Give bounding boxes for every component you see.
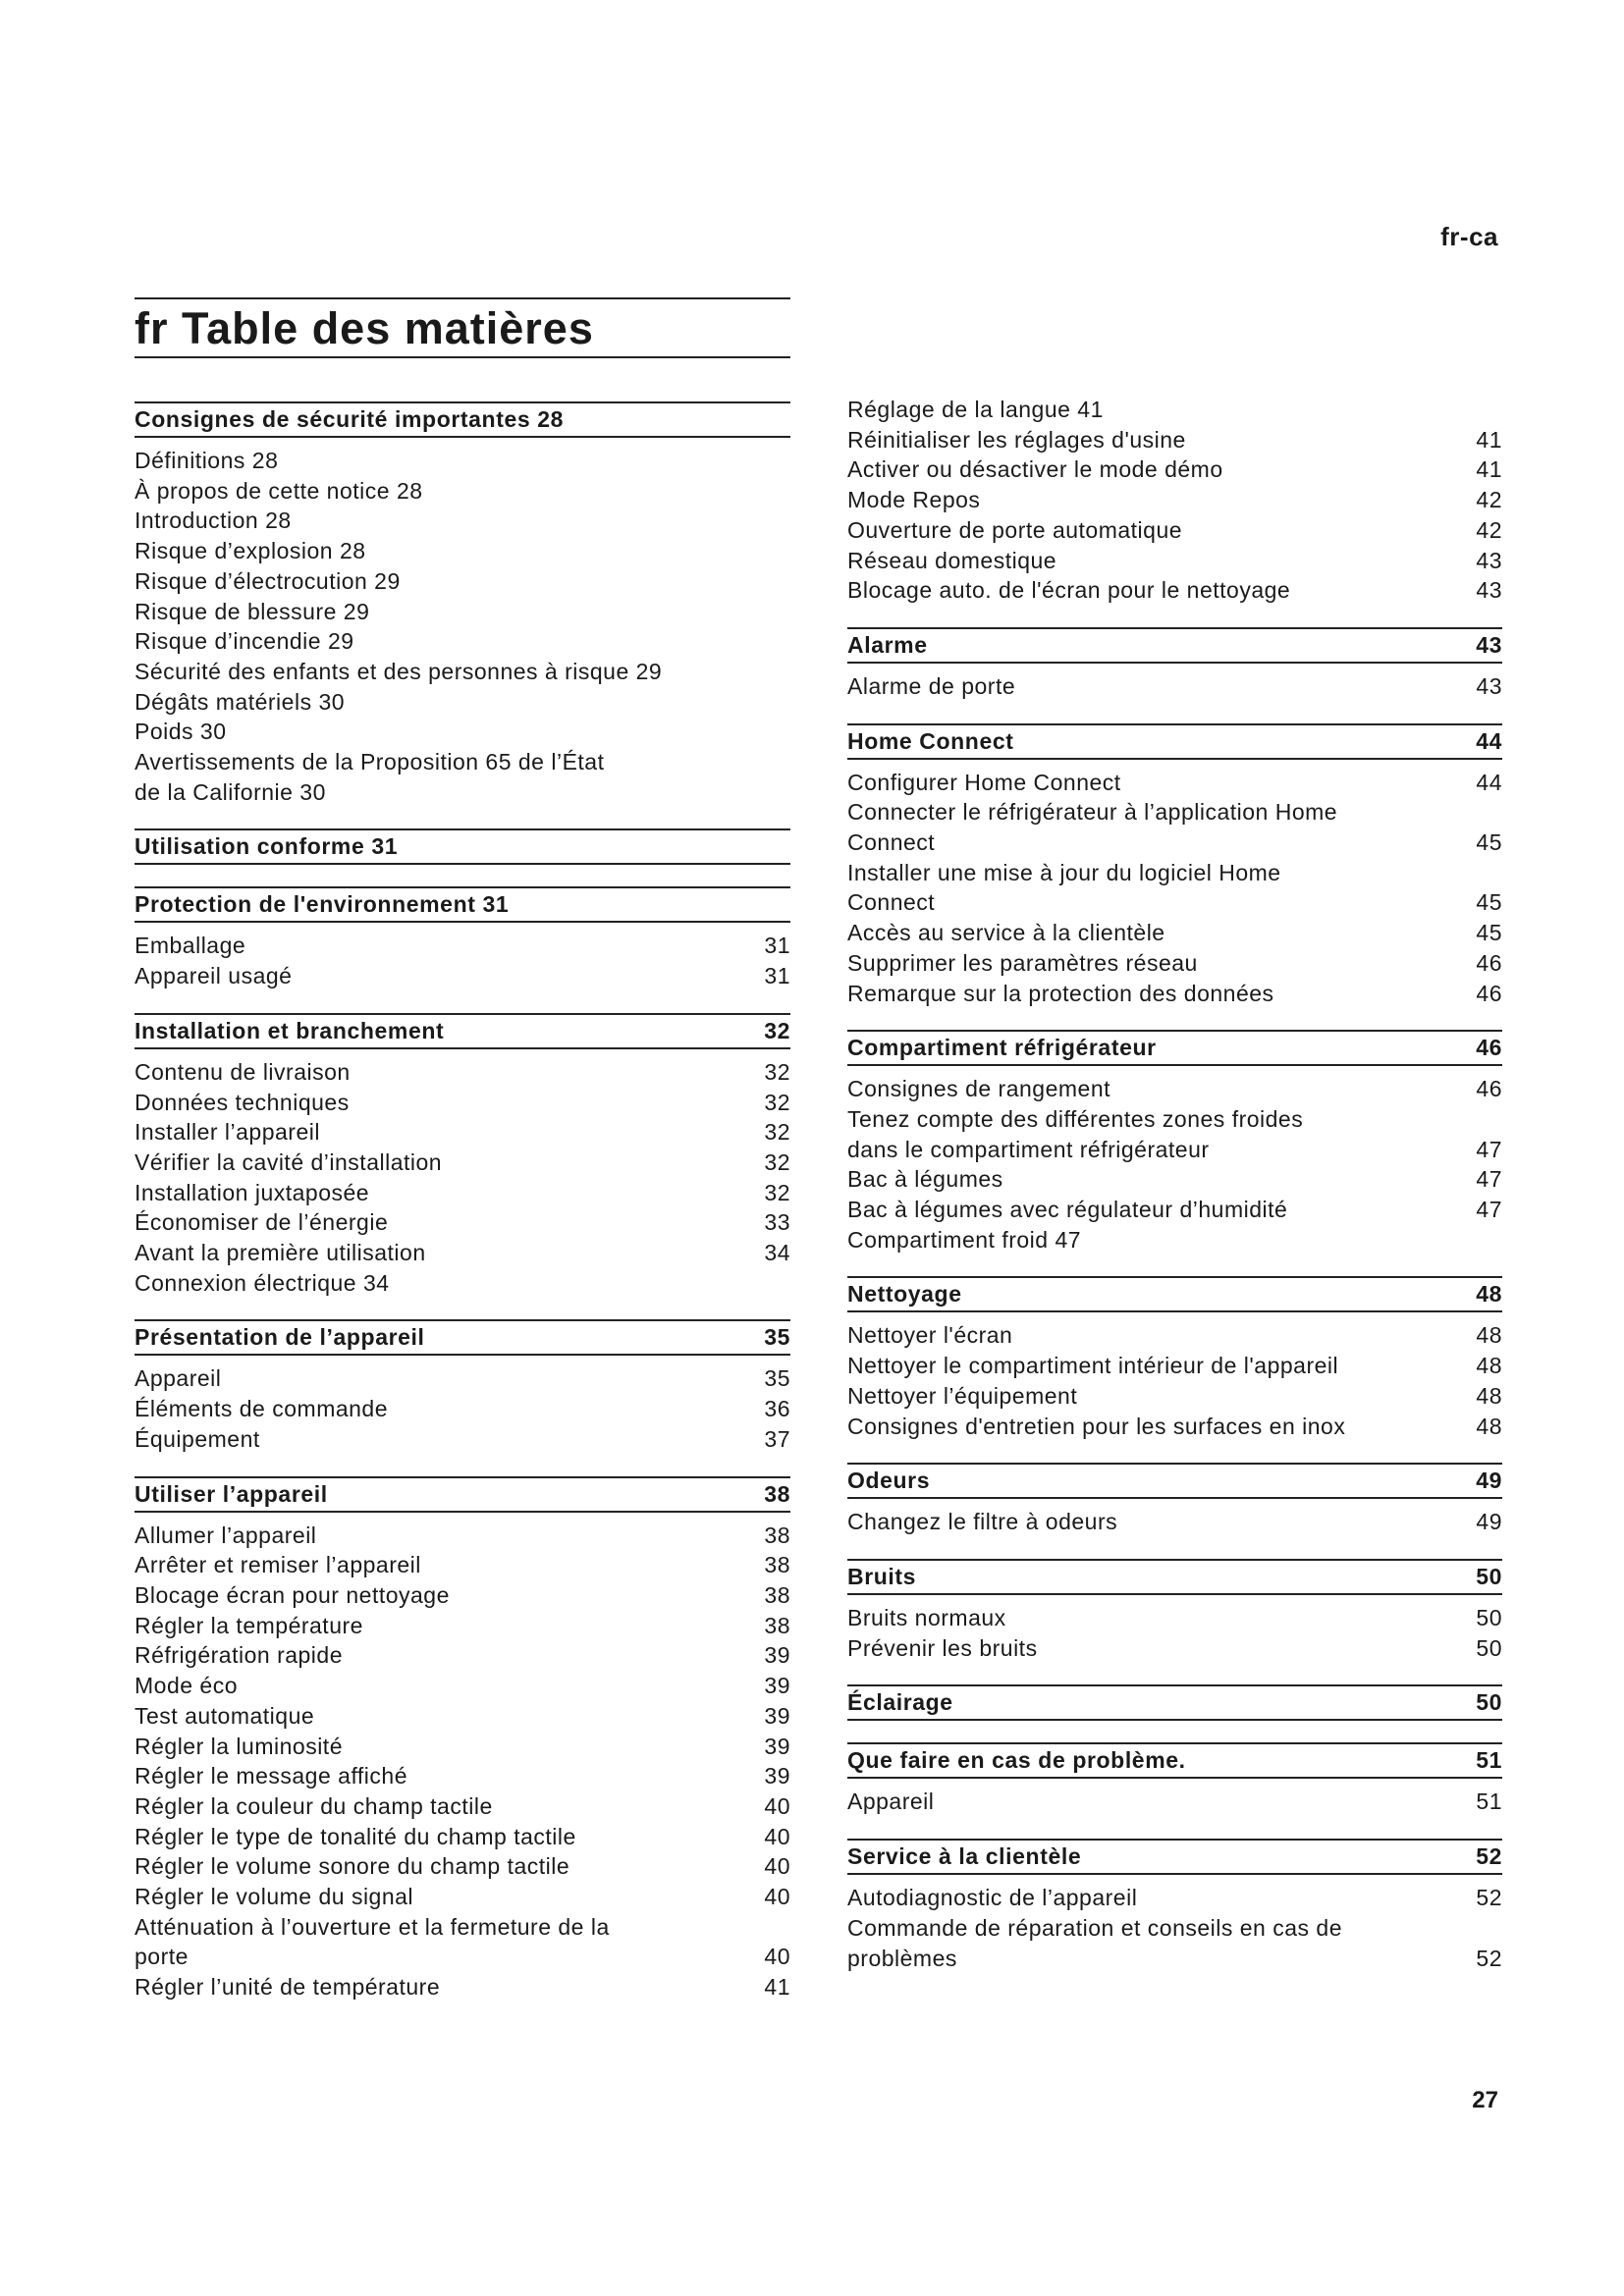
section-title: Bruits xyxy=(847,1563,917,1589)
toc-entry-text: Régler la température xyxy=(135,1612,363,1638)
toc-section-heading[interactable] xyxy=(135,401,790,438)
toc-continued-items xyxy=(847,395,1502,606)
toc-section-heading[interactable] xyxy=(847,723,1502,760)
toc-section-utilisation-conforme-31 xyxy=(135,828,790,865)
toc-entry-page: 43 xyxy=(1476,547,1502,573)
toc-entry[interactable] xyxy=(847,887,1502,918)
toc-entry-page: 50 xyxy=(1476,1634,1502,1661)
toc-entry-text: Équipement xyxy=(135,1425,260,1452)
toc-entry[interactable] xyxy=(135,626,790,657)
toc-entry-text: Réfrigération rapide xyxy=(135,1642,344,1669)
toc-entry[interactable] xyxy=(135,506,790,536)
toc-entry[interactable] xyxy=(847,1603,1502,1633)
toc-entry-page: 43 xyxy=(1476,577,1502,604)
toc-entry-page: 31 xyxy=(764,963,790,989)
toc-entry-text: Bruits normaux xyxy=(847,1604,1006,1630)
toc-entry-text: porte xyxy=(135,1944,189,1970)
toc-entry[interactable] xyxy=(135,1148,790,1178)
toc-entry[interactable] xyxy=(847,546,1502,576)
toc-entry-page: 34 xyxy=(764,1240,790,1266)
toc-entry[interactable] xyxy=(135,1882,790,1912)
toc-entry-page: 40 xyxy=(764,1884,790,1910)
section-title: Consignes de sécurité importantes 28 xyxy=(135,406,565,432)
section-page: 38 xyxy=(764,1480,790,1507)
toc-entry-page: 47 xyxy=(1476,1197,1502,1223)
toc-section-heading[interactable] xyxy=(135,1319,790,1356)
toc-entry-text: Éléments de commande xyxy=(135,1396,389,1422)
section-title: Odeurs xyxy=(847,1468,931,1494)
toc-entry[interactable] xyxy=(847,1787,1502,1817)
toc-entry-page: 48 xyxy=(1476,1382,1502,1409)
toc-entry-page: 32 xyxy=(764,1089,790,1115)
toc-entry[interactable] xyxy=(135,1088,790,1118)
toc-entry-text: Allumer l’appareil xyxy=(135,1522,317,1548)
toc-entry[interactable] xyxy=(135,1822,790,1852)
toc-entry-text: Sécurité des enfants et des personnes à risque 29 xyxy=(135,658,663,684)
section-page: 46 xyxy=(1476,1035,1502,1061)
toc-entry[interactable] xyxy=(847,1883,1502,1913)
toc-entry-page: 47 xyxy=(1476,1136,1502,1162)
section-title: Alarme xyxy=(847,631,928,658)
toc-entry-page: 38 xyxy=(764,1612,790,1638)
title-block xyxy=(135,297,790,358)
toc-entry[interactable] xyxy=(135,961,790,991)
toc-entry[interactable] xyxy=(135,597,790,627)
toc-entry-page: 38 xyxy=(764,1552,790,1578)
toc-entry-text: Risque de blessure 29 xyxy=(135,598,370,624)
toc-entry[interactable] xyxy=(135,1640,790,1671)
toc-entry[interactable] xyxy=(135,536,790,566)
toc-entry-page: 48 xyxy=(1476,1413,1502,1439)
toc-entry-page: 46 xyxy=(1476,980,1502,1006)
toc-entry[interactable] xyxy=(847,1104,1502,1135)
toc-entry-page: 40 xyxy=(764,1944,790,1970)
toc-entry-text: Définitions 28 xyxy=(135,448,279,473)
toc-entry[interactable] xyxy=(847,1195,1502,1225)
toc-entry[interactable] xyxy=(135,687,790,718)
toc-entry-page: 32 xyxy=(764,1148,790,1175)
toc-entry[interactable] xyxy=(847,1164,1502,1195)
toc-entry-page: 47 xyxy=(1476,1166,1502,1193)
toc-entry[interactable] xyxy=(135,1521,790,1551)
toc-entry[interactable] xyxy=(135,1851,790,1882)
toc-entry-text: Activer ou désactiver le mode démo xyxy=(847,456,1223,483)
toc-entry-page: 42 xyxy=(1476,516,1502,543)
toc-entry-page: 39 xyxy=(764,1702,790,1729)
toc-entry-page: 45 xyxy=(1476,889,1502,916)
toc-entry[interactable] xyxy=(847,1913,1502,1944)
toc-entry[interactable] xyxy=(847,918,1502,948)
toc-section-installation-et-branchement xyxy=(135,1013,790,1299)
toc-entry[interactable] xyxy=(847,1633,1502,1664)
toc-entry-page: 32 xyxy=(764,1179,790,1205)
section-title: Compartiment réfrigérateur xyxy=(847,1035,1157,1061)
toc-entry[interactable] xyxy=(135,476,790,507)
toc-entry-page: 46 xyxy=(1476,1076,1502,1102)
section-page: 32 xyxy=(764,1017,790,1043)
toc-entry-page: 31 xyxy=(764,933,790,959)
toc-entry[interactable] xyxy=(135,1972,790,2002)
section-title: Home Connect xyxy=(847,727,1014,754)
toc-entry-page: 51 xyxy=(1476,1789,1502,1815)
section-page: 50 xyxy=(1476,1689,1502,1716)
toc-entry-text: Risque d’incendie 29 xyxy=(135,628,354,655)
toc-section-consignes-de-securite-importantes-28 xyxy=(135,401,790,807)
toc-entry-page: 37 xyxy=(764,1425,790,1452)
toc-entry-page: 40 xyxy=(764,1853,790,1880)
toc-entry-page: 41 xyxy=(764,1974,790,2001)
toc-entry-text: Connect xyxy=(847,889,936,916)
toc-entry[interactable] xyxy=(135,1057,790,1088)
toc-entry-page: 32 xyxy=(764,1119,790,1146)
toc-entry-text: Réinitialiser les réglages d'usine xyxy=(847,426,1186,453)
toc-entry[interactable] xyxy=(135,1117,790,1148)
toc-entry-text: Blocage écran pour nettoyage xyxy=(135,1581,450,1608)
toc-section-alarme xyxy=(847,627,1502,702)
toc-entry-page: 52 xyxy=(1476,1945,1502,1971)
toc-entry-text: Compartiment froid 47 xyxy=(847,1226,1082,1253)
toc-entry-text: À propos de cette notice 28 xyxy=(135,477,423,504)
section-title: Utiliser l’appareil xyxy=(135,1480,328,1507)
toc-entry-text: Réseau domestique xyxy=(847,547,1057,573)
toc-section-odeurs xyxy=(847,1463,1502,1537)
section-title: Nettoyage xyxy=(847,1281,962,1308)
toc-entry[interactable] xyxy=(135,1424,790,1455)
toc-entry-text: Vérifier la cavité d’installation xyxy=(135,1148,443,1175)
section-title: Éclairage xyxy=(847,1689,953,1716)
toc-section-heading[interactable] xyxy=(135,886,790,923)
section-title: Installation et branchement xyxy=(135,1017,445,1043)
language-code: fr-ca xyxy=(1440,222,1498,251)
toc-entry-text: Données techniques xyxy=(135,1089,350,1115)
toc-entry[interactable] xyxy=(135,1268,790,1299)
toc-entry[interactable] xyxy=(847,1351,1502,1381)
toc-entry-page: 45 xyxy=(1476,829,1502,856)
toc-entry[interactable] xyxy=(135,1178,790,1208)
toc-entry-page: 52 xyxy=(1476,1885,1502,1911)
toc-entry-text: Réglage de la langue 41 xyxy=(847,397,1104,422)
toc-entry-text: Appareil xyxy=(847,1789,935,1815)
toc-entry[interactable] xyxy=(135,1942,790,1972)
toc-entry-text: Mode Repos xyxy=(847,487,981,513)
section-page: 50 xyxy=(1476,1563,1502,1589)
toc-entry-text: Régler la couleur du champ tactile xyxy=(135,1792,493,1819)
toc-entry[interactable] xyxy=(847,425,1502,455)
toc-entry[interactable] xyxy=(847,454,1502,485)
toc-entry-page: 44 xyxy=(1476,769,1502,795)
toc-entry-page: 40 xyxy=(764,1823,790,1849)
section-page: 51 xyxy=(1476,1747,1502,1774)
toc-entry[interactable] xyxy=(847,485,1502,515)
toc-entry[interactable] xyxy=(135,717,790,747)
toc-entry-text: Connect xyxy=(847,829,936,856)
toc-entry-page: 41 xyxy=(1476,426,1502,453)
toc-entry-text: Régler le message affiché xyxy=(135,1763,407,1789)
toc-entry[interactable] xyxy=(135,1207,790,1238)
toc-entry[interactable] xyxy=(135,931,790,961)
toc-entry-text: Tenez compte des différentes zones froides xyxy=(847,1105,1304,1132)
toc-entry[interactable] xyxy=(847,1381,1502,1412)
toc-entry[interactable] xyxy=(135,1394,790,1424)
toc-entry-text: Consignes d'entretien pour les surfaces en inox xyxy=(847,1413,1346,1439)
toc-entry-text: Ouverture de porte automatique xyxy=(847,516,1183,543)
toc-entry-page: 39 xyxy=(764,1673,790,1699)
toc-entry[interactable] xyxy=(135,446,790,476)
toc-entry[interactable] xyxy=(847,979,1502,1009)
toc-entry-page: 35 xyxy=(764,1365,790,1392)
toc-entry-page: 38 xyxy=(764,1522,790,1548)
section-title: Présentation de l’appareil xyxy=(135,1324,425,1351)
section-title: Service à la clientèle xyxy=(847,1843,1082,1870)
toc-entry-text: Prévenir les bruits xyxy=(847,1634,1038,1661)
section-title: Protection de l'environnement 31 xyxy=(135,891,510,918)
toc-entry[interactable] xyxy=(135,1912,790,1943)
toc-section-heading[interactable] xyxy=(847,1030,1502,1066)
toc-entry-text: Nettoyer le compartiment intérieur de l'appareil xyxy=(847,1353,1339,1379)
toc-entry[interactable] xyxy=(847,828,1502,858)
toc-entry-page: 48 xyxy=(1476,1353,1502,1379)
toc-section-heading[interactable] xyxy=(847,627,1502,664)
toc-entry-text: Blocage auto. de l'écran pour le nettoyage xyxy=(847,577,1291,604)
toc-entry-text: Dégâts matériels 30 xyxy=(135,688,346,715)
toc-entry-text: Mode éco xyxy=(135,1673,239,1699)
toc-entry[interactable] xyxy=(847,1135,1502,1165)
toc-entry-text: Autodiagnostic de l’appareil xyxy=(847,1885,1138,1911)
toc-entry-page: 45 xyxy=(1476,920,1502,946)
toc-entry-page: 39 xyxy=(764,1763,790,1789)
toc-entry[interactable] xyxy=(847,797,1502,828)
toc-section-que-faire-en-cas-de-probleme xyxy=(847,1742,1502,1817)
toc-entry-text: Arrêter et remiser l’appareil xyxy=(135,1552,421,1578)
toc-entry[interactable] xyxy=(135,1701,790,1732)
toc-entry-page: 50 xyxy=(1476,1604,1502,1630)
toc-entry[interactable] xyxy=(847,395,1502,425)
toc-entry-page: 40 xyxy=(764,1792,790,1819)
toc-entry[interactable] xyxy=(135,1238,790,1268)
toc-entry[interactable] xyxy=(135,1732,790,1762)
toc-entry-page: 43 xyxy=(1476,672,1502,699)
toc-entry[interactable] xyxy=(847,1507,1502,1537)
toc-entry-text: Économiser de l’énergie xyxy=(135,1209,389,1236)
toc-entry-text: Bac à légumes avec régulateur d’humidité xyxy=(847,1197,1288,1223)
toc-entry-text: Emballage xyxy=(135,933,246,959)
toc-entry-page: 42 xyxy=(1476,487,1502,513)
section-page: 35 xyxy=(764,1324,790,1351)
toc-entry-text: Accès au service à la clientèle xyxy=(847,920,1165,946)
toc-entry-text: Nettoyer l’équipement xyxy=(847,1382,1078,1409)
toc-entry-text: Consignes de rangement xyxy=(847,1076,1110,1102)
toc-section-compartiment-refrigerateur xyxy=(847,1030,1502,1255)
toc-entry-text: Installation juxtaposée xyxy=(135,1179,370,1205)
toc-entry-page: 46 xyxy=(1476,949,1502,976)
toc-section-eclairage xyxy=(847,1684,1502,1721)
toc-entry[interactable] xyxy=(847,858,1502,888)
toc-entry-text: Poids 30 xyxy=(135,719,227,745)
toc-entry[interactable] xyxy=(847,1074,1502,1104)
toc-section-heading[interactable] xyxy=(135,828,790,865)
toc-entry-text: Appareil usagé xyxy=(135,963,293,989)
toc-section-nettoyage xyxy=(847,1276,1502,1441)
toc-entry[interactable] xyxy=(135,566,790,597)
toc-entry[interactable] xyxy=(847,1412,1502,1442)
toc-entry[interactable] xyxy=(847,768,1502,798)
toc-entry-text: Régler l’unité de température xyxy=(135,1974,441,2001)
section-title: Utilisation conforme 31 xyxy=(135,833,399,860)
toc-entry-text: Remarque sur la protection des données xyxy=(847,980,1274,1006)
toc-entry[interactable] xyxy=(847,515,1502,546)
toc-entry-page: 48 xyxy=(1476,1322,1502,1349)
toc-entry-text: problèmes xyxy=(847,1945,957,1971)
toc-entry-text: dans le compartiment réfrigérateur xyxy=(847,1136,1210,1162)
toc-entry-page: 39 xyxy=(764,1642,790,1669)
toc-section-heading[interactable] xyxy=(135,1013,790,1049)
toc-entry-text: Avant la première utilisation xyxy=(135,1240,426,1266)
toc-entry[interactable] xyxy=(135,1761,790,1791)
toc-entry-text: Atténuation à l’ouverture et la fermeture de la xyxy=(135,1913,610,1940)
toc-section-heading[interactable] xyxy=(847,1684,1502,1721)
toc-entry-text: Test automatique xyxy=(135,1702,315,1729)
section-title: Que faire en cas de problème. xyxy=(847,1747,1186,1774)
toc-entry-page: 49 xyxy=(1476,1509,1502,1535)
toc-entry-page: 38 xyxy=(764,1581,790,1608)
toc-section-protection-de-l-environnement-31 xyxy=(135,886,790,990)
section-page: 44 xyxy=(1476,727,1502,754)
toc-section-service-a-la-clientele xyxy=(847,1839,1502,1973)
toc-entry-text: Régler le type de tonalité du champ tactile xyxy=(135,1823,576,1849)
toc-entry-page: 36 xyxy=(764,1396,790,1422)
toc-entry-text: Connexion électrique 34 xyxy=(135,1269,390,1296)
toc-entry[interactable] xyxy=(135,777,790,808)
toc-entry[interactable] xyxy=(135,1791,790,1822)
toc-entry-text: Commande de réparation et conseils en cas de xyxy=(847,1914,1343,1941)
toc-entry-text: Risque d’explosion 28 xyxy=(135,538,366,564)
toc-entry-text: Connecter le réfrigérateur à l’application Home xyxy=(847,799,1338,826)
toc-section-heading[interactable] xyxy=(847,1839,1502,1875)
toc-section-heading[interactable] xyxy=(135,1476,790,1513)
toc-entry[interactable] xyxy=(135,1671,790,1701)
toc-entry[interactable] xyxy=(135,1611,790,1641)
toc-section-heading[interactable] xyxy=(847,1276,1502,1312)
toc-entry[interactable] xyxy=(847,948,1502,979)
toc-entry[interactable] xyxy=(847,575,1502,606)
toc-entry-page: 32 xyxy=(764,1058,790,1085)
toc-entry-text: Régler le volume du signal xyxy=(135,1884,414,1910)
toc-section-heading[interactable] xyxy=(847,1742,1502,1779)
toc-entry[interactable] xyxy=(847,1225,1502,1255)
toc-entry-text: Introduction 28 xyxy=(135,507,292,534)
section-page: 49 xyxy=(1476,1468,1502,1494)
toc-right-column xyxy=(847,395,1502,1995)
toc-section-heading[interactable] xyxy=(847,1463,1502,1499)
toc-left-column xyxy=(135,401,790,2024)
toc-entry-text: Changez le filtre à odeurs xyxy=(847,1509,1118,1535)
toc-entry[interactable] xyxy=(847,1944,1502,1974)
toc-entry[interactable] xyxy=(135,1363,790,1394)
toc-section-bruits xyxy=(847,1559,1502,1663)
toc-entry-text: Régler le volume sonore du champ tactile xyxy=(135,1853,570,1880)
toc-section-heading[interactable] xyxy=(847,1559,1502,1595)
toc-entry-text: Nettoyer l'écran xyxy=(847,1322,1013,1349)
toc-entry-text: Installer une mise à jour du logiciel Home xyxy=(847,859,1281,885)
toc-entry-page: 39 xyxy=(764,1733,790,1759)
toc-section-presentation-de-l-appareil xyxy=(135,1319,790,1454)
toc-entry-page: 33 xyxy=(764,1209,790,1236)
toc-entry-text: Risque d’électrocution 29 xyxy=(135,567,401,594)
toc-entry-text: de la Californie 30 xyxy=(135,778,326,805)
toc-entry-text: Avertissements de la Proposition 65 de l’État xyxy=(135,749,605,775)
toc-entry-text: Régler la luminosité xyxy=(135,1733,343,1759)
toc-entry-text: Configurer Home Connect xyxy=(847,769,1121,795)
toc-section-home-connect xyxy=(847,723,1502,1009)
toc-entry-text: Supprimer les paramètres réseau xyxy=(847,949,1198,976)
toc-entry[interactable] xyxy=(135,1550,790,1580)
page-number: 27 xyxy=(1472,2087,1498,2113)
toc-entry[interactable] xyxy=(135,1580,790,1611)
toc-entry[interactable] xyxy=(847,671,1502,702)
section-page: 43 xyxy=(1476,631,1502,658)
toc-entry-page: 41 xyxy=(1476,456,1502,483)
page-title: fr Table des matières xyxy=(135,303,594,353)
toc-entry[interactable] xyxy=(135,747,790,777)
toc-entry-text: Appareil xyxy=(135,1365,222,1392)
toc-entry-text: Bac à légumes xyxy=(847,1166,1003,1193)
section-page: 48 xyxy=(1476,1281,1502,1308)
toc-entry[interactable] xyxy=(847,1320,1502,1351)
toc-entry[interactable] xyxy=(135,657,790,687)
toc-entry-text: Alarme de porte xyxy=(847,672,1016,699)
toc-section-utiliser-l-appareil xyxy=(135,1476,790,2002)
toc-entry-text: Installer l’appareil xyxy=(135,1119,320,1146)
section-page: 52 xyxy=(1476,1843,1502,1870)
toc-entry-text: Contenu de livraison xyxy=(135,1058,351,1085)
